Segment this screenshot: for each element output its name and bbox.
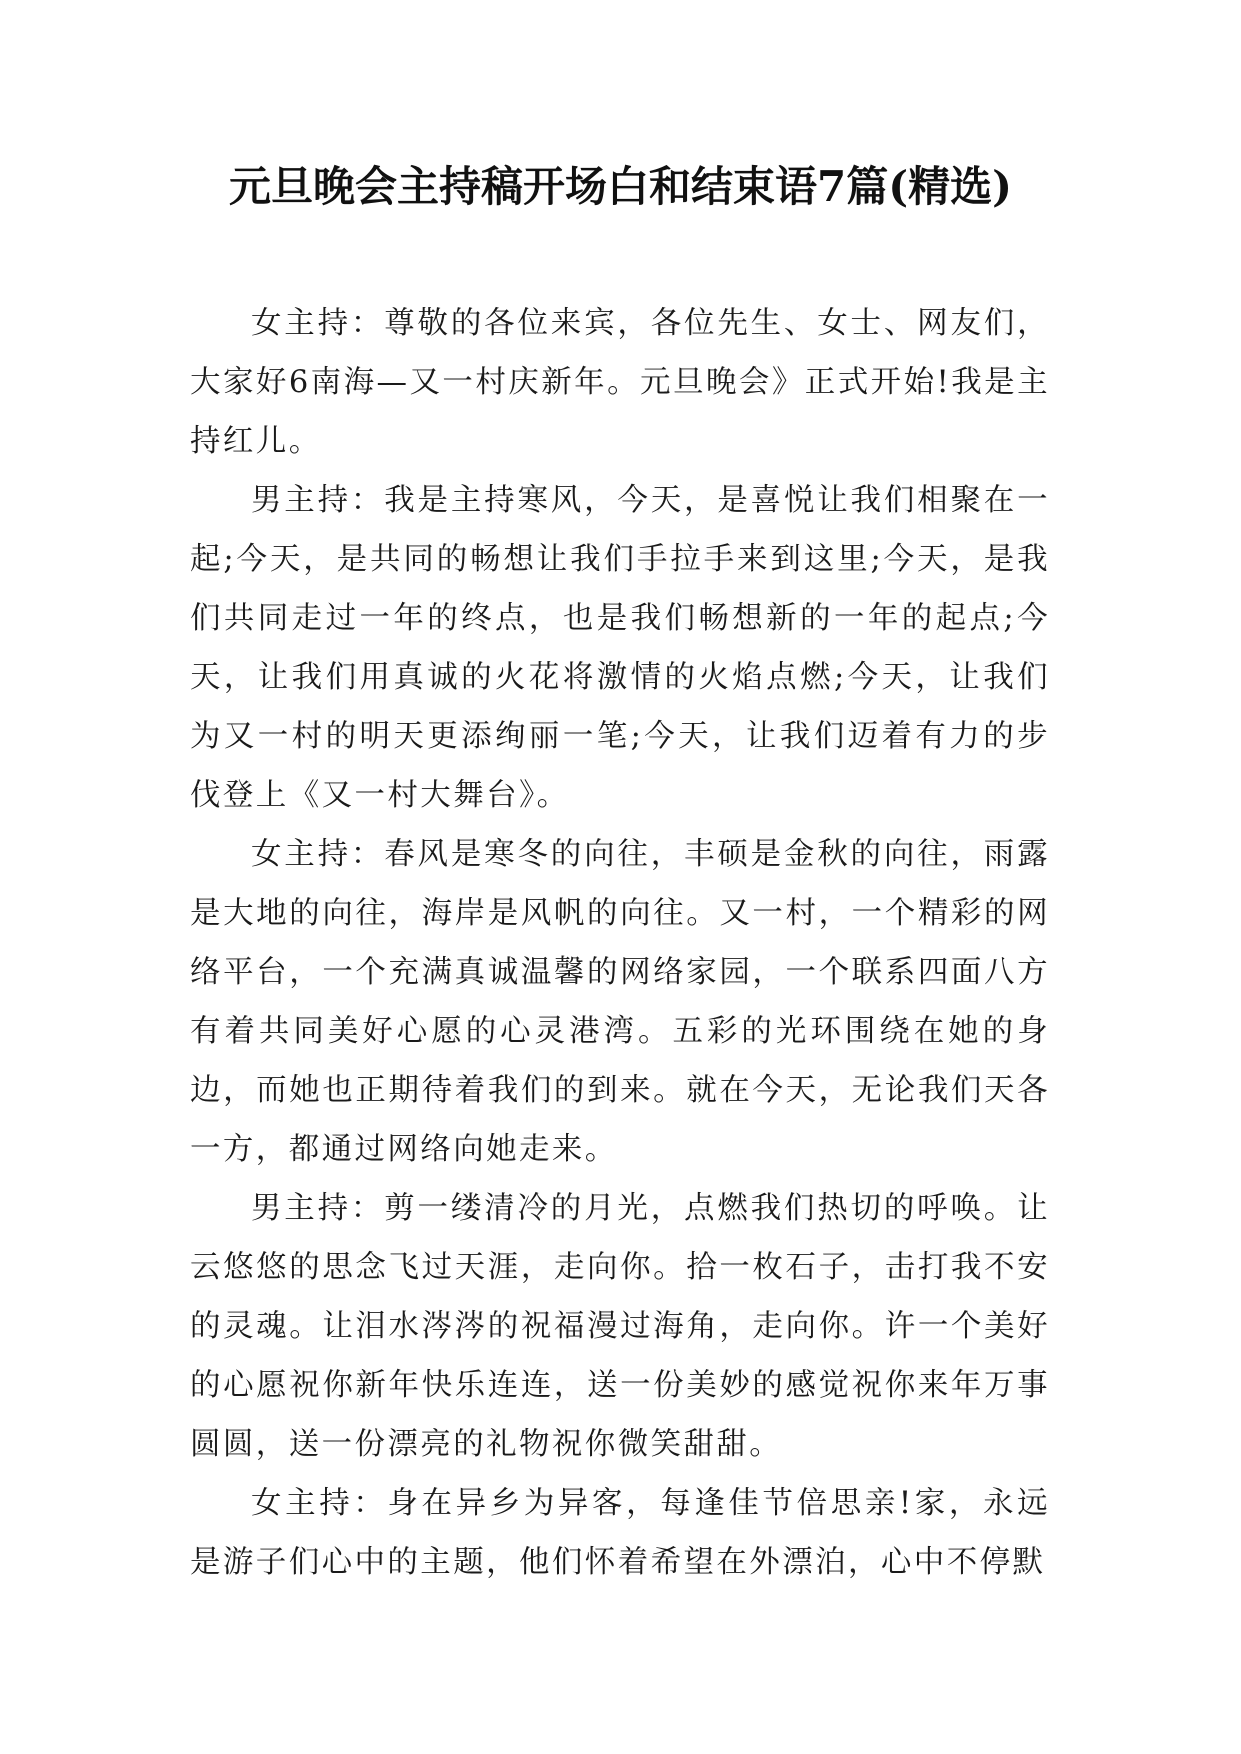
document-title: 元旦晚会主持稿开场白和结束语7篇(精选) — [229, 162, 1012, 211]
document-body — [190, 294, 1050, 1592]
paragraph: 女主持：身在异乡为异客，每逢佳节倍思亲!家，永远是游子们心中的主题，他们怀着希望在外漂泊，心中不停默 — [190, 1486, 1050, 1580]
paragraph: 女主持：春风是寒冬的向往，丰硕是金秋的向往，雨露是大地的向往，海岸是风帆的向往。又一村，一个精彩的网络平台，一个充满真诚温馨的网络家园，一个联系四面八方有着共同美好心愿的心灵港湾。五彩的光环围绕在她的身边，而她也正期待着我们的到来。就在今天，无论我们天各一方，都通过网络向她走来。 — [190, 837, 1050, 1167]
paragraph: 男主持：剪一缕清冷的月光，点燃我们热切的呼唤。让云悠悠的思念飞过天涯，走向你。拾一枚石子，击打我不安的灵魂。让泪水涔涔的祝福漫过海角，走向你。许一个美好的心愿祝你新年快乐连连，送一份美妙的感觉祝你来年万事圆圆，送一份漂亮的礼物祝你微笑甜甜。 — [190, 1191, 1050, 1462]
paragraph: 男主持：我是主持寒风，今天，是喜悦让我们相聚在一起;今天，是共同的畅想让我们手拉手来到这里;今天，是我们共同走过一年的终点，也是我们畅想新的一年的起点;今天，让我们用真诚的火花将激情的火焰点燃;今天，让我们为又一村的明天更添绚丽一笔;今天，让我们迈着有力的步伐登上《又一村大舞台》。 — [190, 483, 1050, 813]
paragraph: 女主持：尊敬的各位来宾，各位先生、女士、网友们，大家好6南海—又一村庆新年。元旦晚会》正式开始!我是主持红儿。 — [190, 306, 1050, 459]
